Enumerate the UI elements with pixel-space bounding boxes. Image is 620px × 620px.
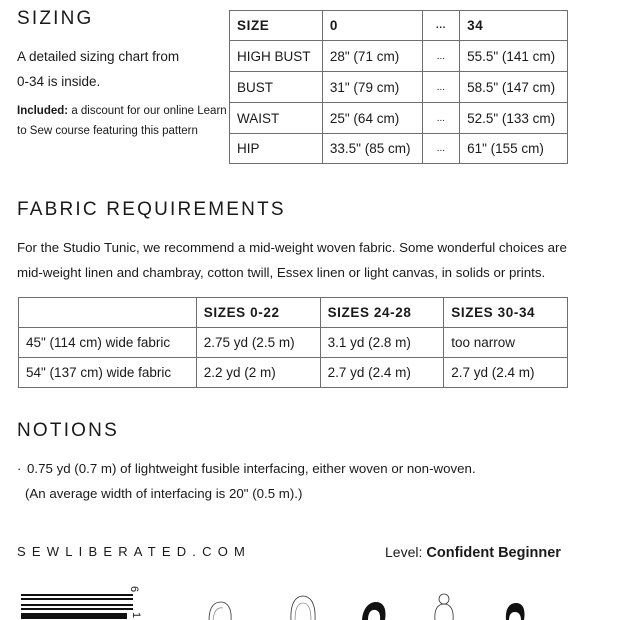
fabric-description-line2: mid-weight linen and chambray, cotton twill, Essex linen or light canvas, in solids or prints.	[17, 265, 546, 280]
row-label-waist: WAIST	[230, 103, 323, 134]
cell-value: 58.5" (147 cm)	[460, 72, 568, 103]
cell-value: 2.2 yd (2 m)	[196, 358, 320, 388]
barcode-icon	[21, 592, 133, 620]
bullet-icon: ·	[17, 461, 22, 476]
figure-illustration-2-icon	[288, 593, 318, 620]
cell-value: 3.1 yd (2.8 m)	[320, 328, 444, 358]
cell-ellipsis: ...	[422, 72, 459, 103]
fabric-heading: FABRIC REQUIREMENTS	[17, 199, 286, 220]
figure-illustration-3-icon	[360, 601, 388, 620]
row-label-high-bust: HIGH BUST	[230, 41, 323, 72]
cell-value: 55.5" (141 cm)	[460, 41, 568, 72]
row-label-hip: HIP	[230, 134, 323, 164]
cell-value: 28" (71 cm)	[322, 41, 422, 72]
fabric-table	[18, 297, 568, 388]
barcode-digit-1: 1	[130, 611, 143, 619]
row-label-bust: BUST	[230, 72, 323, 103]
cell-ellipsis: ...	[422, 103, 459, 134]
table-row	[19, 358, 568, 388]
fabric-description	[17, 235, 567, 285]
cell-value: 25" (64 cm)	[322, 103, 422, 134]
cell-value: 2.75 yd (2.5 m)	[196, 328, 320, 358]
cell-ellipsis: ...	[422, 41, 459, 72]
cell-value: 52.5" (133 cm)	[460, 103, 568, 134]
cell-value: 31" (79 cm)	[322, 72, 422, 103]
sizing-description-line2: 0-34 is inside.	[17, 74, 101, 89]
row-label-45-inch: 45" (114 cm) wide fabric	[19, 328, 197, 358]
cell-value: too narrow	[444, 328, 568, 358]
fabric-header-sizes-30-34: SIZES 30-34	[444, 298, 568, 328]
included-text-line2: to Sew course featuring this pattern	[17, 125, 198, 137]
cell-ellipsis: ...	[422, 134, 459, 164]
table-row	[230, 103, 568, 134]
cell-value: 2.7 yd (2.4 m)	[444, 358, 568, 388]
fabric-header-blank	[19, 298, 197, 328]
fabric-header-sizes-24-28: SIZES 24-28	[320, 298, 444, 328]
table-row	[230, 41, 568, 72]
sizing-table-header-row	[230, 11, 568, 41]
figure-illustration-5-icon	[504, 602, 526, 620]
sizing-heading: SIZING	[17, 8, 94, 29]
notions-item-line1: 0.75 yd (0.7 m) of lightweight fusible interfacing, either woven or non-woven.	[27, 461, 476, 476]
fabric-table-header-row	[19, 298, 568, 328]
cell-value: 2.7 yd (2.4 m)	[320, 358, 444, 388]
notions-item-line2: (An average width of interfacing is 20" (0.5 m).)	[25, 486, 303, 501]
fabric-description-line1: For the Studio Tunic, we recommend a mid-weight woven fabric. Some wonderful choices are	[17, 240, 567, 255]
sizing-header-ellipsis: ...	[422, 11, 459, 41]
table-row	[19, 328, 568, 358]
figure-illustration-1-icon	[205, 600, 235, 620]
included-text-line1: a discount for our online Learn	[68, 105, 227, 117]
cell-value: 61" (155 cm)	[460, 134, 568, 164]
notions-list-item	[17, 456, 476, 481]
row-label-54-inch: 54" (137 cm) wide fabric	[19, 358, 197, 388]
included-note	[17, 101, 227, 141]
website-link[interactable]: SEWLIBERATED.COM	[17, 544, 252, 559]
sizing-header-size-0: 0	[322, 11, 422, 41]
sizing-description-line1: A detailed sizing chart from	[17, 49, 180, 64]
sizing-description	[17, 44, 179, 94]
level-value: Confident Beginner	[422, 545, 561, 561]
barcode-digit-6: 6	[128, 585, 141, 593]
skill-level	[385, 544, 561, 561]
fabric-header-sizes-0-22: SIZES 0-22	[196, 298, 320, 328]
sizing-header-size-34: 34	[460, 11, 568, 41]
cell-value: 33.5" (85 cm)	[322, 134, 422, 164]
notions-list	[17, 456, 476, 506]
level-label: Level:	[385, 544, 423, 560]
table-row	[230, 72, 568, 103]
figure-illustration-4-icon	[432, 593, 456, 620]
table-row	[230, 134, 568, 164]
sizing-table	[229, 10, 568, 164]
included-label: Included:	[17, 105, 69, 117]
sizing-header-size: SIZE	[230, 11, 323, 41]
notions-heading: NOTIONS	[17, 420, 119, 441]
